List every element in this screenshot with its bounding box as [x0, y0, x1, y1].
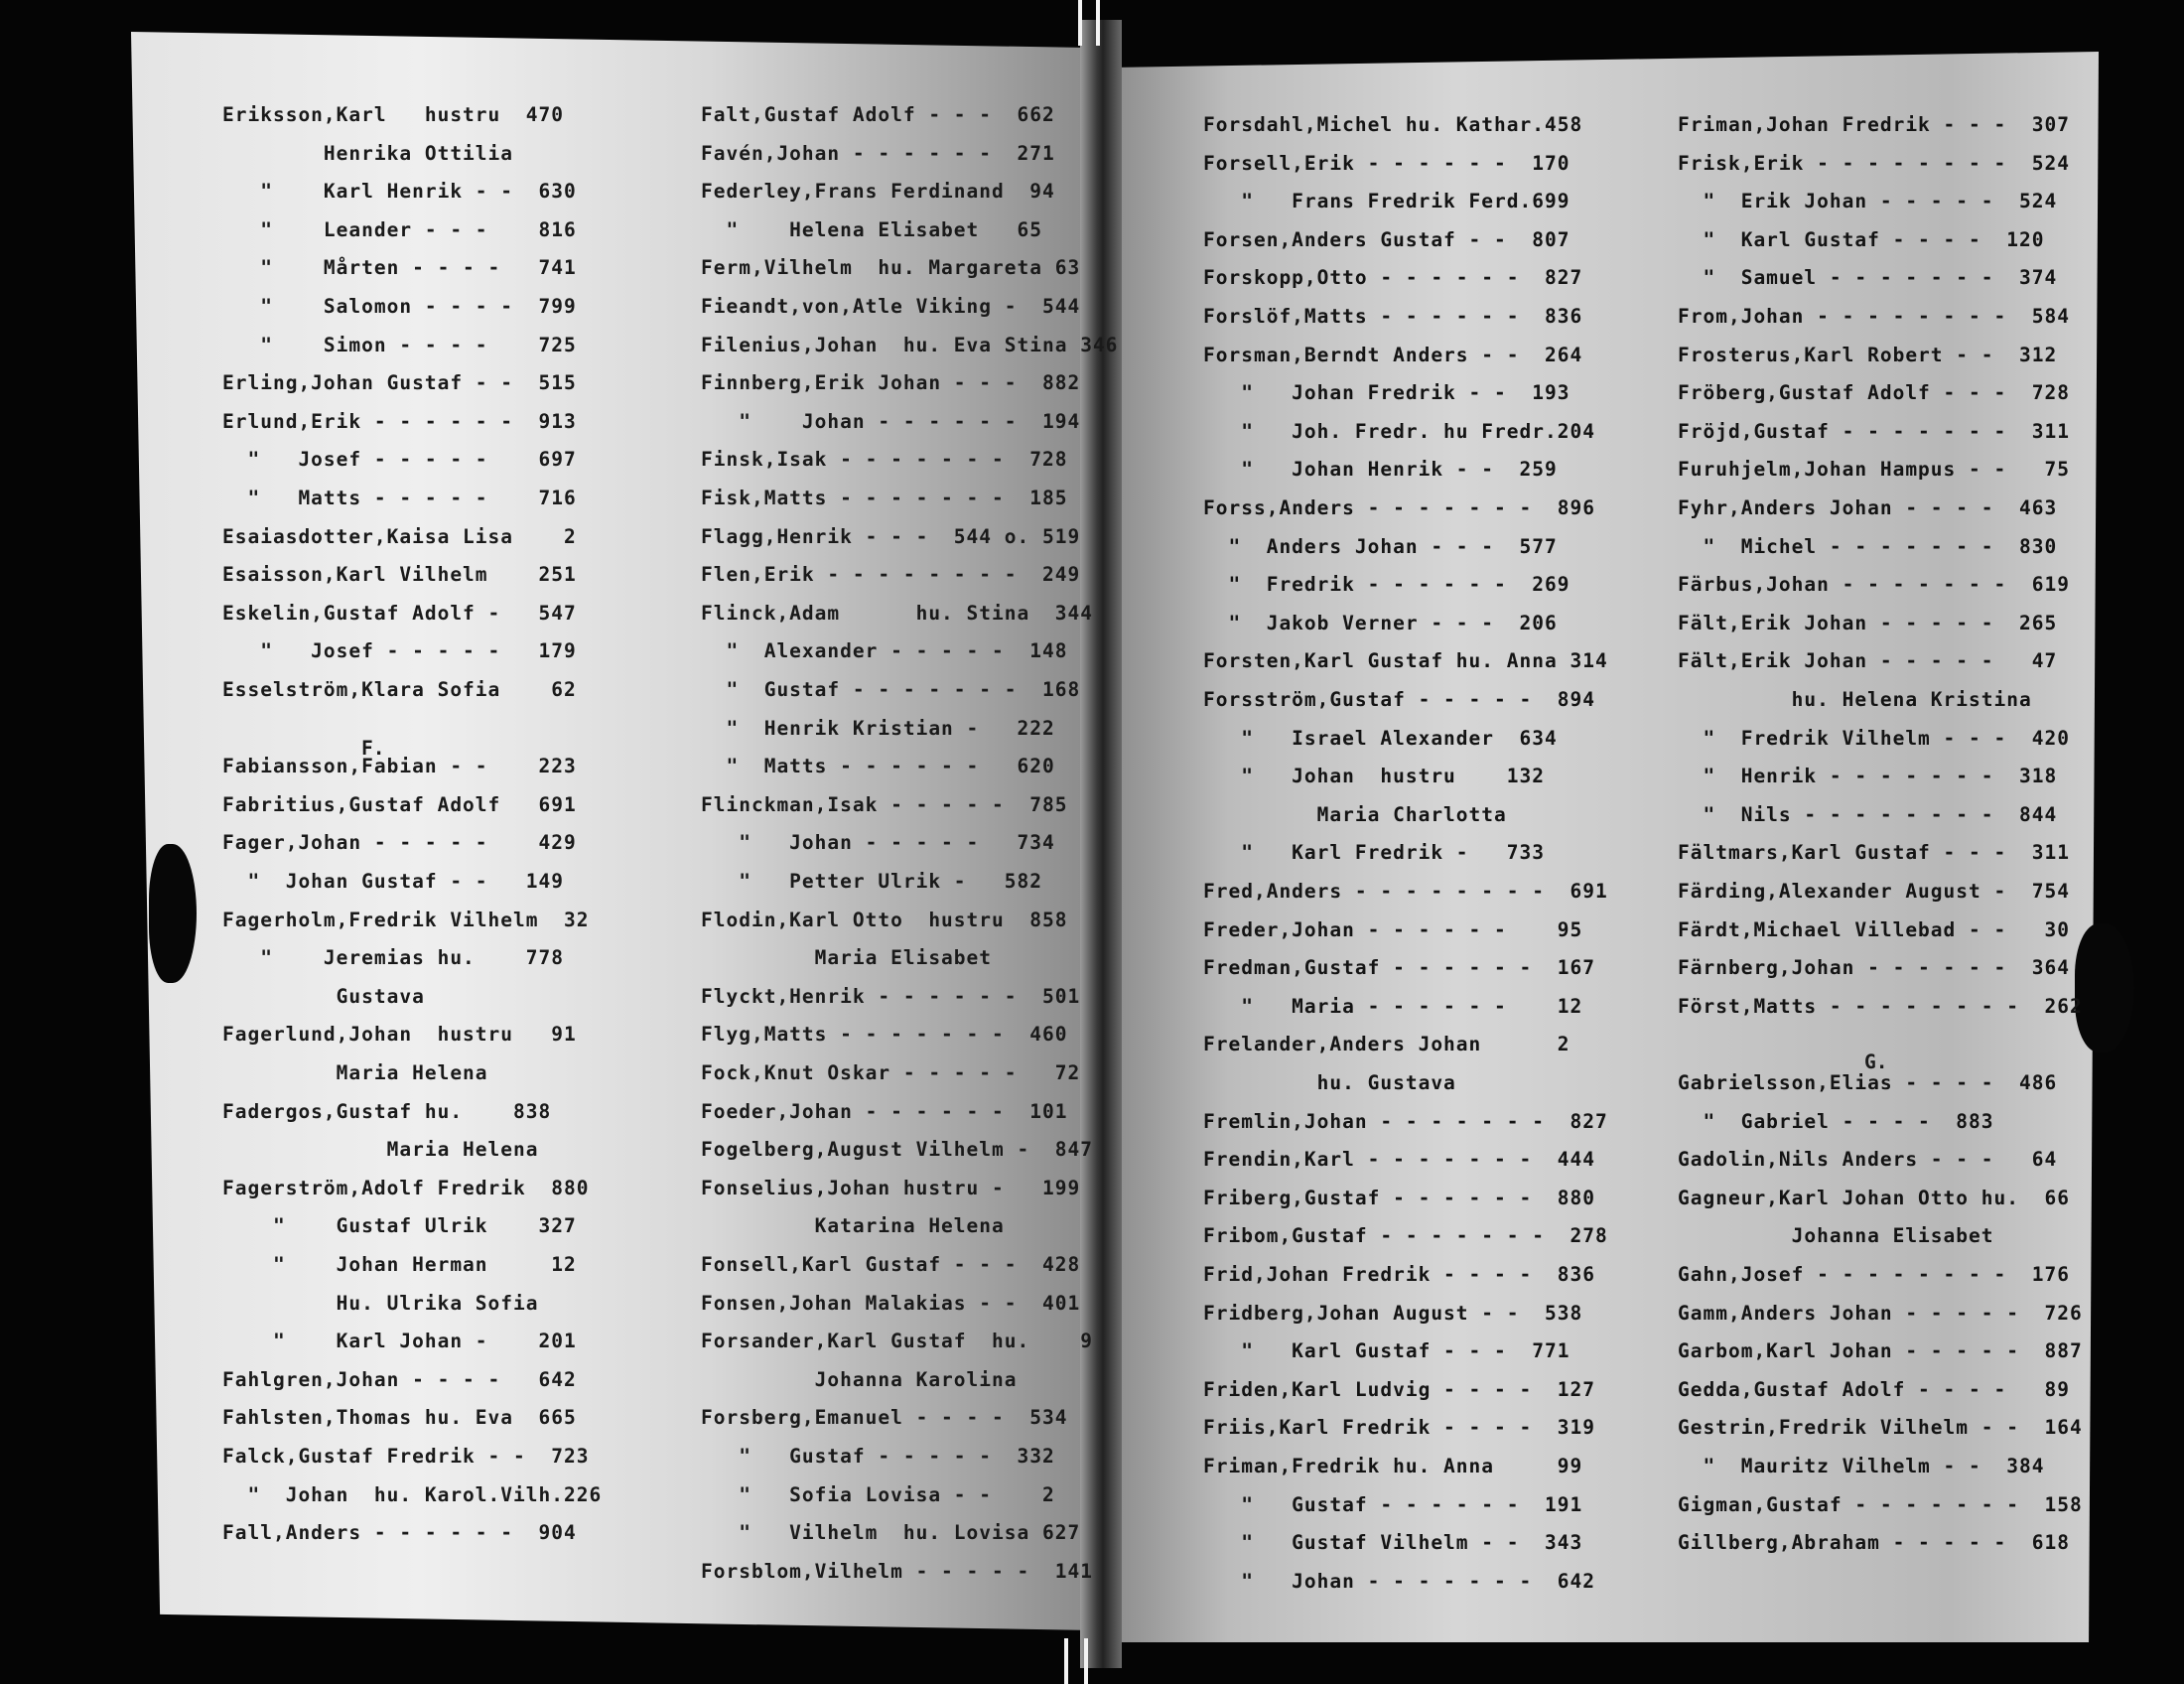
index-entry: " Josef - - - - - 697: [222, 448, 577, 472]
index-entry: Friberg,Gustaf - - - - - - 880: [1203, 1186, 1595, 1209]
index-entry: Garbom,Karl Johan - - - - - 887: [1678, 1339, 2083, 1363]
index-entry: Gahn,Josef - - - - - - - - 176: [1678, 1263, 2070, 1286]
index-entry: Finsk,Isak - - - - - - - 728: [701, 448, 1068, 472]
index-entry: Fahlsten,Thomas hu. Eva 665: [222, 1406, 577, 1430]
index-entry: " Petter Ulrik - 582: [701, 870, 1042, 893]
index-entry: " Joh. Fredr. hu Fredr.204: [1203, 419, 1595, 443]
index-entry: Frisk,Erik - - - - - - - - 524: [1678, 151, 2070, 175]
section-heading-f: F.: [361, 737, 385, 760]
top-binding-mark: [1078, 0, 1082, 46]
index-entry: " Frans Fredrik Ferd.699: [1203, 190, 1570, 213]
index-entry: Gigman,Gustaf - - - - - - - 158: [1678, 1492, 2083, 1516]
index-entry: Flyg,Matts - - - - - - - 460: [701, 1023, 1068, 1047]
index-entry: Forsberg,Emanuel - - - - 534: [701, 1406, 1068, 1430]
index-entry: Fribom,Gustaf - - - - - - - 278: [1203, 1224, 1608, 1248]
index-entry: " Anders Johan - - - 577: [1203, 534, 1558, 558]
index-entry: Fahlgren,Johan - - - - 642: [222, 1367, 577, 1391]
index-entry: Forsblom,Vilhelm - - - - - 141: [701, 1559, 1093, 1583]
index-entry: Flinckman,Isak - - - - - 785: [701, 792, 1068, 816]
index-entry: " Salomon - - - - 799: [222, 295, 577, 318]
index-entry: Gillberg,Abraham - - - - - 618: [1678, 1531, 2070, 1555]
index-entry: Frosterus,Karl Robert - - 312: [1678, 343, 2058, 366]
index-entry: " Karl Gustaf - - - - 120: [1678, 227, 2045, 251]
bottom-binding-mark: [1084, 1638, 1088, 1684]
index-entry: Flen,Erik - - - - - - - - 249: [701, 563, 1081, 587]
index-entry: Filenius,Johan hu. Eva Stina 346: [701, 333, 1119, 356]
index-entry: " Karl Johan - 201: [222, 1330, 577, 1353]
index-entry: " Simon - - - - 725: [222, 333, 577, 356]
index-entry: " Erik Johan - - - - - 524: [1678, 190, 2058, 213]
index-entry: Eriksson,Karl hustru 470: [222, 103, 564, 126]
index-entry: Flagg,Henrik - - - 544 o. 519: [701, 524, 1081, 548]
index-entry: " Henrik - - - - - - - 318: [1678, 765, 2058, 788]
index-entry: Furuhjelm,Johan Hampus - - 75: [1678, 458, 2070, 482]
index-entry: Fonsen,Johan Malakias - - 401: [701, 1291, 1081, 1315]
index-entry: Federley,Frans Ferdinand 94: [701, 180, 1055, 204]
index-entry: Frendin,Karl - - - - - - - 444: [1203, 1148, 1595, 1172]
index-entry: Forsten,Karl Gustaf hu. Anna 314: [1203, 649, 1608, 673]
index-entry: " Michel - - - - - - - 830: [1678, 534, 2058, 558]
index-entry: Johanna Elisabet: [1678, 1224, 1994, 1248]
section-heading-g: G.: [1864, 1051, 1888, 1073]
index-entry: Falck,Gustaf Fredrik - - 723: [222, 1445, 590, 1468]
index-entry: Fredman,Gustaf - - - - - - 167: [1203, 956, 1595, 980]
index-entry: " Karl Fredrik - 733: [1203, 841, 1545, 865]
index-entry: " Maria - - - - - - 12: [1203, 994, 1583, 1018]
index-entry: Friden,Karl Ludvig - - - - 127: [1203, 1377, 1595, 1401]
index-entry: Färnberg,Johan - - - - - - 364: [1678, 956, 2070, 980]
index-entry: Maria Helena: [222, 1061, 488, 1084]
index-entry: Ferm,Vilhelm hu. Margareta 63: [701, 256, 1081, 280]
index-entry: " Samuel - - - - - - - 374: [1678, 266, 2058, 290]
index-entry: Forss,Anders - - - - - - - 896: [1203, 496, 1595, 519]
index-entry: Maria Helena: [222, 1138, 539, 1162]
index-entry: Flodin,Karl Otto hustru 858: [701, 908, 1068, 931]
index-entry: " Johan Herman 12: [222, 1253, 577, 1276]
index-entry: Falt,Gustaf Adolf - - - 662: [701, 103, 1055, 126]
index-entry: Fonsell,Karl Gustaf - - - 428: [701, 1253, 1081, 1276]
index-entry: Fremlin,Johan - - - - - - - 827: [1203, 1109, 1608, 1133]
index-entry: " Johan - - - - - - - 642: [1203, 1569, 1595, 1593]
index-entry: Först,Matts - - - - - - - - 262: [1678, 994, 2083, 1018]
index-entry: Fagerholm,Fredrik Vilhelm 32: [222, 908, 590, 931]
index-entry: " Gustaf Vilhelm - - 343: [1203, 1531, 1583, 1555]
index-entry: Forskopp,Otto - - - - - - 827: [1203, 266, 1583, 290]
index-entry: Forsdahl,Michel hu. Kathar.458: [1203, 113, 1583, 136]
index-entry: " Vilhelm hu. Lovisa 627: [701, 1521, 1081, 1545]
index-entry: Forsström,Gustaf - - - - - 894: [1203, 688, 1595, 711]
index-entry: Gustava: [222, 984, 425, 1008]
index-entry: Fältmars,Karl Gustaf - - - 311: [1678, 841, 2070, 865]
index-entry: Esaiasdotter,Kaisa Lisa 2: [222, 524, 577, 548]
index-entry: Foeder,Johan - - - - - - 101: [701, 1099, 1068, 1123]
index-entry: Fridberg,Johan August - - 538: [1203, 1301, 1583, 1325]
index-entry: Fisk,Matts - - - - - - - 185: [701, 487, 1068, 509]
index-entry: " Jakob Verner - - - 206: [1203, 611, 1558, 634]
index-entry: Fabritius,Gustaf Adolf 691: [222, 792, 577, 816]
index-entry: Fröjd,Gustaf - - - - - - - 311: [1678, 419, 2070, 443]
index-entry: Fagerström,Adolf Fredrik 880: [222, 1176, 590, 1199]
index-entry: Henrika Ottilia: [222, 141, 514, 165]
index-entry: Forsen,Anders Gustaf - - 807: [1203, 227, 1570, 251]
index-entry: " Josef - - - - - 179: [222, 639, 577, 663]
index-entry: Fagerlund,Johan hustru 91: [222, 1023, 577, 1047]
index-entry: Gestrin,Fredrik Vilhelm - - 164: [1678, 1416, 2083, 1440]
index-entry: " Johan Henrik - - 259: [1203, 458, 1558, 482]
index-entry: Forsman,Berndt Anders - - 264: [1203, 343, 1583, 366]
index-entry: Frelander,Anders Johan 2: [1203, 1033, 1570, 1056]
index-entry: Friis,Karl Fredrik - - - - 319: [1203, 1416, 1595, 1440]
index-entry: Freder,Johan - - - - - - 95: [1203, 917, 1583, 941]
index-entry: Färding,Alexander August - 754: [1678, 880, 2070, 903]
index-entry: Katarina Helena: [701, 1214, 1005, 1238]
index-entry: " Karl Henrik - - 630: [222, 180, 577, 204]
index-entry: " Gustaf - - - - - 332: [701, 1445, 1055, 1468]
index-entry: " Nils - - - - - - - - 844: [1678, 802, 2058, 826]
index-entry: " Jeremias hu. 778: [222, 946, 564, 970]
index-entry: " Johan Fredrik - - 193: [1203, 381, 1570, 405]
index-entry: Flyckt,Henrik - - - - - - 501: [701, 984, 1081, 1008]
index-entry: Hu. Ulrika Sofia: [222, 1291, 539, 1315]
left-thumb: [149, 844, 197, 983]
index-entry: Johanna Karolina: [701, 1367, 1018, 1391]
index-entry: Fonselius,Johan hustru - 199: [701, 1176, 1081, 1199]
index-entry: Maria Charlotta: [1203, 802, 1507, 826]
index-entry: " Matts - - - - - 716: [222, 487, 577, 509]
index-entry: " Matts - - - - - - 620: [701, 755, 1055, 778]
index-entry: Forsander,Karl Gustaf hu. 9: [701, 1330, 1093, 1353]
index-entry: Fält,Erik Johan - - - - - 47: [1678, 649, 2058, 673]
index-entry: Fröberg,Gustaf Adolf - - - 728: [1678, 381, 2070, 405]
index-entry: From,Johan - - - - - - - - 584: [1678, 305, 2070, 328]
index-entry: " Leander - - - 816: [222, 217, 577, 241]
index-entry: " Gustaf Ulrik 327: [222, 1214, 577, 1238]
index-entry: Färdt,Michael Villebad - - 30: [1678, 917, 2070, 941]
index-entry: " Israel Alexander 634: [1203, 726, 1558, 750]
index-entry: " Johan hu. Karol.Vilh.226: [222, 1482, 603, 1506]
index-entry: " Alexander - - - - - 148: [701, 639, 1068, 663]
index-entry: Esaisson,Karl Vilhelm 251: [222, 563, 577, 587]
top-binding-mark: [1096, 0, 1100, 46]
index-entry: Fieandt,von,Atle Viking - 544: [701, 295, 1081, 318]
index-entry: " Karl Gustaf - - - 771: [1203, 1339, 1570, 1363]
index-entry: Färbus,Johan - - - - - - - 619: [1678, 573, 2070, 597]
index-entry: Fält,Erik Johan - - - - - 265: [1678, 611, 2058, 634]
index-entry: Fabiansson,Fabian - - 223: [222, 755, 577, 778]
index-entry: Forslöf,Matts - - - - - - 836: [1203, 305, 1583, 328]
index-entry: Maria Elisabet: [701, 946, 993, 970]
index-entry: " Johan - - - - - 734: [701, 831, 1055, 855]
index-entry: " Gabriel - - - - 883: [1678, 1109, 1994, 1133]
index-entry: " Johan Gustaf - - 149: [222, 870, 564, 893]
index-entry: " Sofia Lovisa - - 2: [701, 1482, 1055, 1506]
index-entry: hu. Helena Kristina: [1678, 688, 2032, 711]
index-entry: Fogelberg,August Vilhelm - 847: [701, 1138, 1093, 1162]
index-entry: Erling,Johan Gustaf - - 515: [222, 371, 577, 395]
index-entry: Finnberg,Erik Johan - - - 882: [701, 371, 1081, 395]
index-entry: Fager,Johan - - - - - 429: [222, 831, 577, 855]
index-entry: " Henrik Kristian - 222: [701, 716, 1055, 740]
index-entry: " Mårten - - - - 741: [222, 256, 577, 280]
index-entry: " Helena Elisabet 65: [701, 217, 1042, 241]
index-entry: " Johan hustru 132: [1203, 765, 1545, 788]
book-gutter: [1080, 20, 1122, 1668]
index-entry: Gamm,Anders Johan - - - - - 726: [1678, 1301, 2083, 1325]
index-entry: hu. Gustava: [1203, 1071, 1456, 1094]
index-entry: " Fredrik Vilhelm - - - 420: [1678, 726, 2070, 750]
index-entry: Fred,Anders - - - - - - - - 691: [1203, 880, 1608, 903]
index-entry: Frid,Johan Fredrik - - - - 836: [1203, 1263, 1595, 1286]
index-entry: Gedda,Gustaf Adolf - - - - 89: [1678, 1377, 2070, 1401]
index-entry: Gabrielsson,Elias - - - - 486: [1678, 1071, 2058, 1094]
index-entry: Friman,Fredrik hu. Anna 99: [1203, 1455, 1583, 1477]
index-entry: Flinck,Adam hu. Stina 344: [701, 601, 1093, 625]
index-entry: Fyhr,Anders Johan - - - - 463: [1678, 496, 2058, 519]
index-entry: Gadolin,Nils Anders - - - 64: [1678, 1148, 2058, 1172]
index-entry: Favén,Johan - - - - - - 271: [701, 141, 1055, 165]
index-entry: Erlund,Erik - - - - - - 913: [222, 409, 577, 433]
index-entry: Forsell,Erik - - - - - - 170: [1203, 151, 1570, 175]
index-entry: Esselström,Klara Sofia 62: [222, 678, 577, 701]
index-entry: Gagneur,Karl Johan Otto hu. 66: [1678, 1186, 2070, 1209]
right-thumb: [2075, 923, 2134, 1052]
index-entry: Friman,Johan Fredrik - - - 307: [1678, 113, 2070, 136]
index-entry: Eskelin,Gustaf Adolf - 547: [222, 601, 577, 625]
index-entry: " Johan - - - - - - 194: [701, 409, 1081, 433]
index-entry: Fadergos,Gustaf hu. 838: [222, 1099, 552, 1123]
index-entry: " Fredrik - - - - - - 269: [1203, 573, 1570, 597]
index-entry: " Gustaf - - - - - - - 168: [701, 678, 1081, 701]
index-entry: " Mauritz Vilhelm - - 384: [1678, 1455, 2045, 1477]
index-entry: " Gustaf - - - - - - 191: [1203, 1492, 1583, 1516]
bottom-binding-mark: [1064, 1638, 1068, 1684]
index-entry: Fall,Anders - - - - - - 904: [222, 1521, 577, 1545]
index-entry: Fock,Knut Oskar - - - - - 72: [701, 1061, 1081, 1084]
